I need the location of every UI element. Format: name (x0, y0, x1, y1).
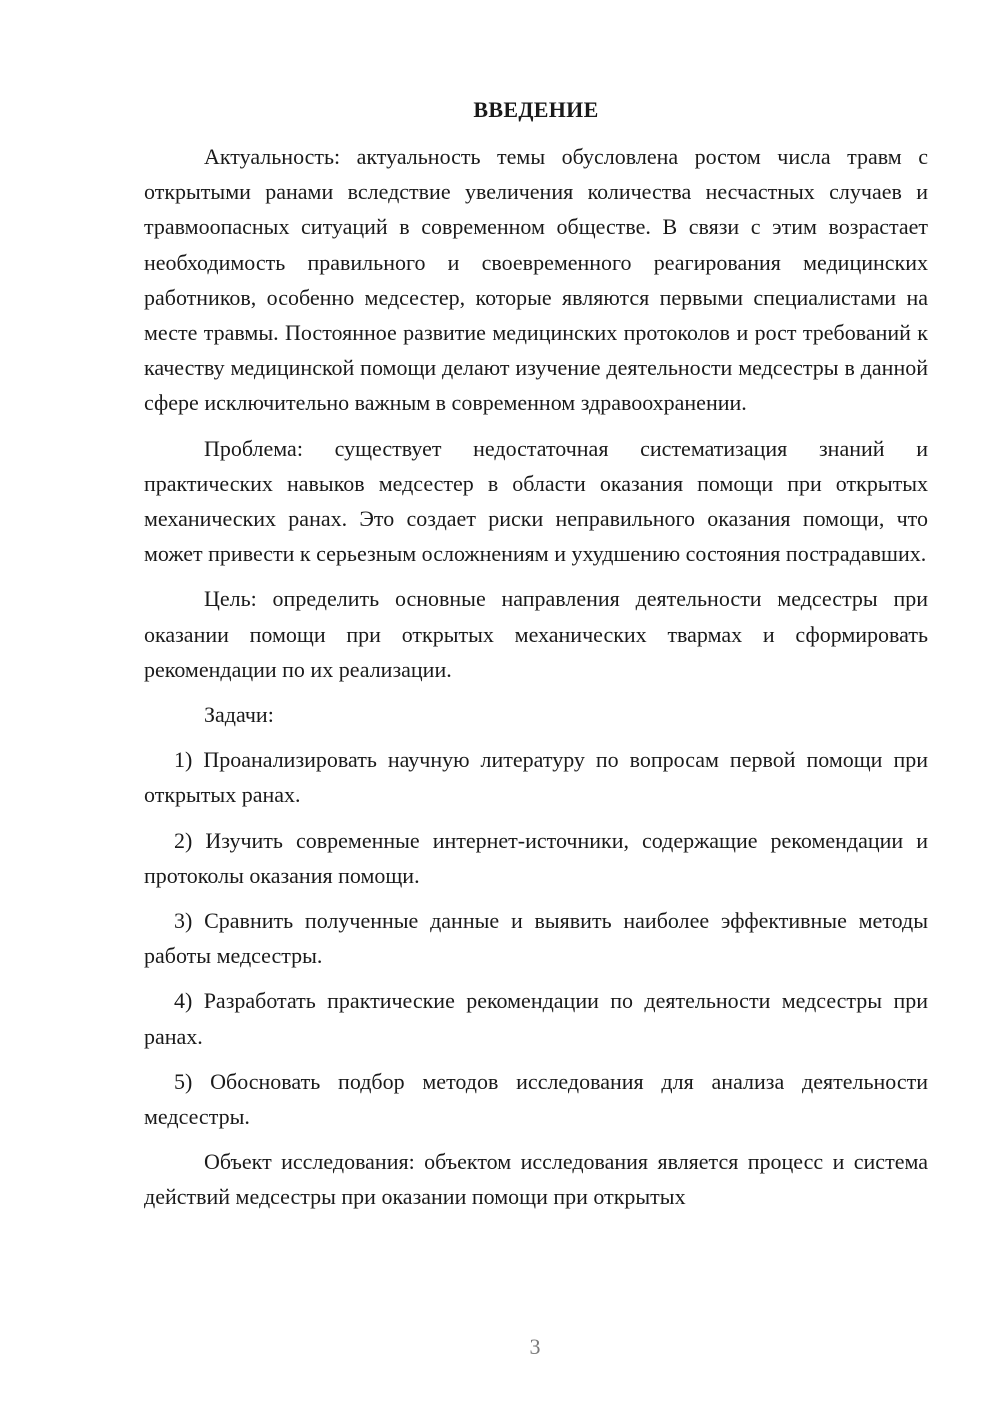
page-number: 3 (529, 1334, 541, 1359)
tasks-heading: Задачи: (204, 702, 274, 728)
task-item-5: 5) Обосновать подбор методов исследования для анализа деятельности медсестры. (144, 1068, 928, 1130)
paragraph-relevance: Актуальность: актуальность темы обусловлена ростом числа травм с открытыми ранами вследствие увеличения количества несчастных случаев и травмоопасных ситуаций в современном обществе. В связи с этим возрастает необходимость правильного и своевременного реагирования медицинских работников, особенно медсестер, которые являются первыми специалистами на месте травмы. Постоянное развитие медицинских протоколов и рост требований к качеству медицинской помощи делают изучение деятельности медсестры в данной сфере исключительно важным в современном здравоохранении. (144, 144, 928, 416)
paragraph-goal: Цель: определить основные направления деятельности медсестры при оказании помощи при открытых механических твармах и сформировать рекомендации по их реализации. (144, 586, 928, 682)
page-content (144, 95, 928, 1225)
task-item-3: 3) Сравнить полученные данные и выявить наиболее эффективные методы работы медсестры. (144, 908, 928, 969)
task-item-2: 2) Изучить современные интернет-источники, содержащие рекомендации и протоколы оказания помощи. (144, 827, 928, 888)
task-item-4: 4) Разработать практические рекомендации по деятельности медсестры при ранах. (144, 988, 928, 1049)
task-item-1: 1) Проанализировать научную литературу по вопросам первой помощи при открытых ранах. (144, 747, 928, 808)
section-title: ВВЕДЕНИЕ (473, 97, 599, 122)
paragraph-object: Объект исследования: объектом исследования является процесс и система действий медсестры при оказании помощи при открытых (144, 1149, 928, 1210)
paragraph-problem: Проблема: существует недостаточная систематизация знаний и практических навыков медсестер в области оказания помощи при открытых механических ранах. Это создает риски неправильного оказания помощи, что может привести к серьезным осложнениям и ухудшению состояния пострадавших. (144, 435, 928, 567)
